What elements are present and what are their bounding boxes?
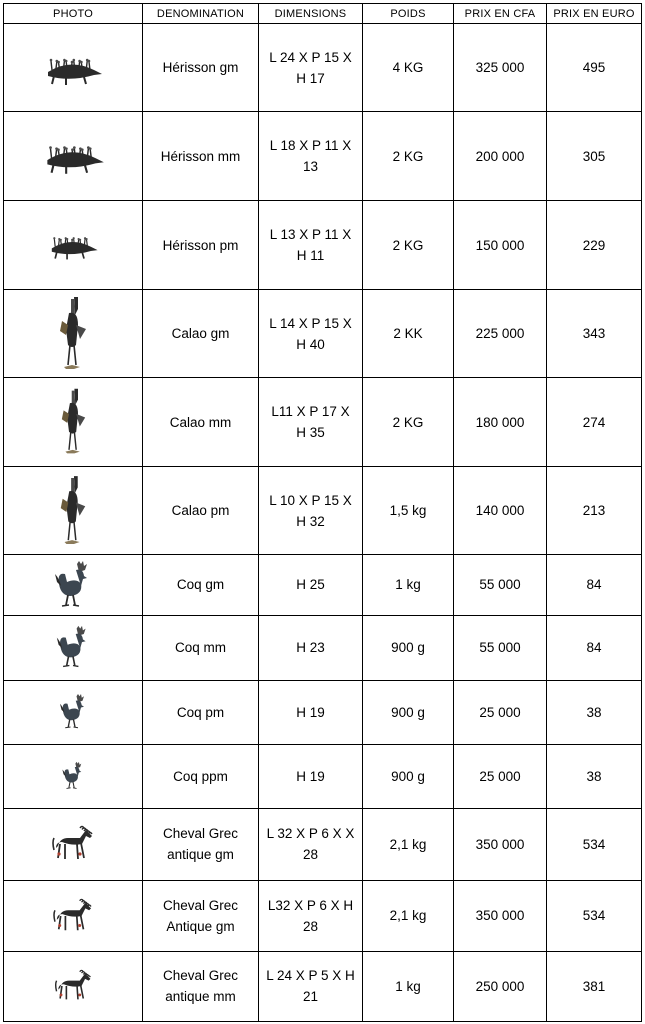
product-name: Cheval Grec Antique gm — [143, 880, 259, 951]
hornbill-sculpture-icon — [4, 295, 142, 373]
product-name: Hérisson pm — [143, 201, 259, 290]
product-price-euro: 213 — [547, 467, 642, 555]
product-dimensions: L11 X P 17 X H 35 — [259, 378, 363, 467]
table-row — [4, 680, 642, 744]
product-name: Coq mm — [143, 615, 259, 680]
product-price-cfa: 350 000 — [454, 880, 547, 951]
product-name: Cheval Grec antique mm — [143, 951, 259, 1021]
table-header-row — [4, 4, 642, 24]
table-row — [4, 112, 642, 201]
hedgehog-sculpture-icon — [4, 228, 142, 262]
hedgehog-sculpture-icon — [4, 135, 142, 177]
product-price-euro: 38 — [547, 680, 642, 744]
product-price-euro: 305 — [547, 112, 642, 201]
table-row — [4, 615, 642, 680]
product-dimensions: L 24 X P 15 X H 17 — [259, 24, 363, 112]
product-photo-cell — [4, 744, 143, 808]
product-weight: 2,1 kg — [363, 880, 454, 951]
product-price-cfa: 225 000 — [454, 290, 547, 378]
header-photo: PHOTO — [4, 4, 143, 24]
product-name: Coq ppm — [143, 744, 259, 808]
product-weight: 900 g — [363, 680, 454, 744]
product-dimensions: L 18 X P 11 X 13 — [259, 112, 363, 201]
rooster-sculpture-icon — [4, 625, 142, 670]
table-row — [4, 467, 642, 555]
product-dimensions: L 13 X P 11 X H 11 — [259, 201, 363, 290]
product-name: Hérisson gm — [143, 24, 259, 112]
rooster-sculpture-icon — [4, 693, 142, 731]
table-row — [4, 951, 642, 1021]
product-price-euro: 534 — [547, 880, 642, 951]
hedgehog-sculpture-icon — [4, 48, 142, 88]
product-weight: 2 KK — [363, 290, 454, 378]
product-price-euro: 38 — [547, 744, 642, 808]
product-photo-cell — [4, 467, 143, 555]
product-dimensions: H 19 — [259, 680, 363, 744]
product-price-cfa: 180 000 — [454, 378, 547, 467]
product-price-euro: 84 — [547, 555, 642, 615]
product-price-euro: 84 — [547, 615, 642, 680]
product-price-cfa: 140 000 — [454, 467, 547, 555]
product-price-cfa: 25 000 — [454, 744, 547, 808]
product-dimensions: L 10 X P 15 X H 32 — [259, 467, 363, 555]
product-photo-cell — [4, 615, 143, 680]
product-weight: 2 KG — [363, 378, 454, 467]
product-price-euro: 229 — [547, 201, 642, 290]
product-dimensions: L 32 X P 6 X X 28 — [259, 808, 363, 880]
product-price-euro: 534 — [547, 808, 642, 880]
horse-sculpture-icon — [4, 824, 142, 864]
product-dimensions: H 25 — [259, 555, 363, 615]
product-weight: 1,5 kg — [363, 467, 454, 555]
product-price-euro: 495 — [547, 24, 642, 112]
product-price-cfa: 325 000 — [454, 24, 547, 112]
price-catalog-table — [3, 3, 642, 1022]
horse-sculpture-icon — [4, 897, 142, 935]
product-photo-cell — [4, 112, 143, 201]
product-photo-cell — [4, 201, 143, 290]
product-dimensions: H 19 — [259, 744, 363, 808]
product-price-euro: 381 — [547, 951, 642, 1021]
product-weight: 2 KG — [363, 112, 454, 201]
product-weight: 2,1 kg — [363, 808, 454, 880]
product-photo-cell — [4, 680, 143, 744]
product-price-euro: 343 — [547, 290, 642, 378]
product-name: Hérisson mm — [143, 112, 259, 201]
product-photo-cell — [4, 555, 143, 615]
hornbill-sculpture-icon — [4, 387, 142, 457]
product-photo-cell — [4, 378, 143, 467]
product-price-cfa: 350 000 — [454, 808, 547, 880]
product-photo-cell — [4, 808, 143, 880]
product-name: Calao pm — [143, 467, 259, 555]
product-weight: 1 kg — [363, 951, 454, 1021]
header-price-cfa: PRIX EN CFA — [454, 4, 547, 24]
product-name: Calao mm — [143, 378, 259, 467]
product-dimensions: L 24 X P 5 X H 21 — [259, 951, 363, 1021]
product-price-cfa: 150 000 — [454, 201, 547, 290]
product-name: Coq gm — [143, 555, 259, 615]
header-denomination: DENOMINATION — [143, 4, 259, 24]
product-photo-cell — [4, 951, 143, 1021]
product-dimensions: L32 X P 6 X H 28 — [259, 880, 363, 951]
product-price-cfa: 55 000 — [454, 555, 547, 615]
product-price-cfa: 250 000 — [454, 951, 547, 1021]
product-photo-cell — [4, 24, 143, 112]
product-weight: 2 KG — [363, 201, 454, 290]
table-row — [4, 24, 642, 112]
table-row — [4, 555, 642, 615]
product-dimensions: H 23 — [259, 615, 363, 680]
product-weight: 4 KG — [363, 24, 454, 112]
header-weight: POIDS — [363, 4, 454, 24]
product-weight: 1 kg — [363, 555, 454, 615]
rooster-sculpture-icon — [4, 761, 142, 791]
table-row — [4, 378, 642, 467]
table-row — [4, 880, 642, 951]
product-name: Calao gm — [143, 290, 259, 378]
product-weight: 900 g — [363, 744, 454, 808]
table-row — [4, 744, 642, 808]
horse-sculpture-icon — [4, 968, 142, 1004]
product-price-euro: 274 — [547, 378, 642, 467]
product-name: Coq pm — [143, 680, 259, 744]
hornbill-sculpture-icon — [4, 474, 142, 548]
header-dimensions: DIMENSIONS — [259, 4, 363, 24]
catalog-table-container — [3, 3, 641, 1022]
product-name: Cheval Grec antique gm — [143, 808, 259, 880]
product-price-cfa: 55 000 — [454, 615, 547, 680]
product-photo-cell — [4, 880, 143, 951]
table-row — [4, 290, 642, 378]
product-photo-cell — [4, 290, 143, 378]
product-price-cfa: 200 000 — [454, 112, 547, 201]
product-dimensions: L 14 X P 15 X H 40 — [259, 290, 363, 378]
table-row — [4, 808, 642, 880]
product-price-cfa: 25 000 — [454, 680, 547, 744]
rooster-sculpture-icon — [4, 560, 142, 610]
header-price-euro: PRIX EN EURO — [547, 4, 642, 24]
product-weight: 900 g — [363, 615, 454, 680]
table-row — [4, 201, 642, 290]
